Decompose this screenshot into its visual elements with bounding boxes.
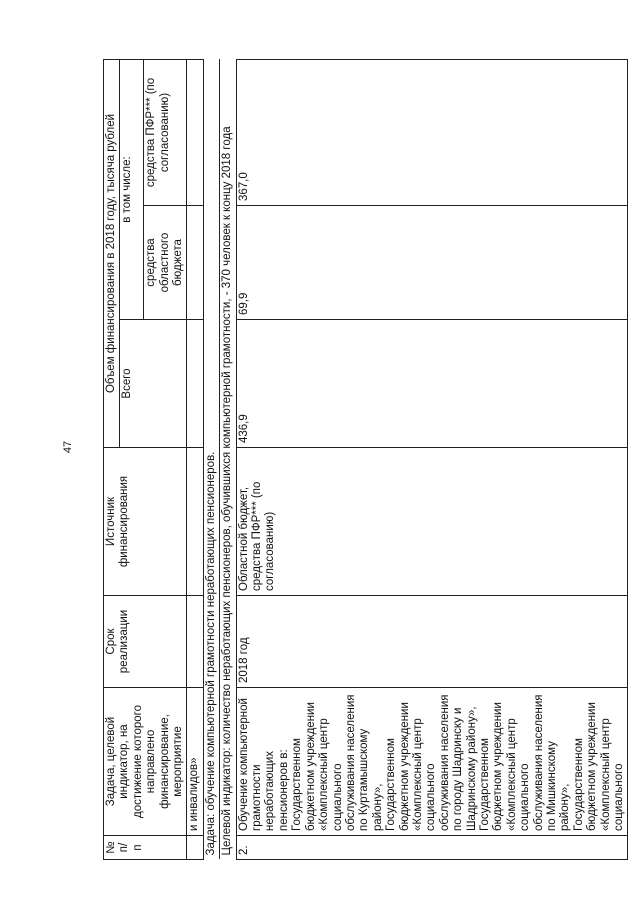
rotated-page <box>103 60 633 860</box>
item-pfr: 367,0 <box>236 59 628 205</box>
header-row <box>104 59 120 859</box>
header-task: Задача, целевой индикатор, на достижение которого направлено финансирование, мероприятие <box>104 688 187 836</box>
indicator-text: Целевой индикатор: количество неработающих пенсионеров, обучившихся компьютерной грамотности, - 370 человек к концу 2018 года <box>220 59 236 859</box>
carry-text: и инвалидов» <box>187 688 203 836</box>
item-activity: Обучение компьютерной грамотности неработающих пенсионеров в: Государственном бюджетном учреждении «Комплексный центр социального обслуживания населения по Куртамышскому району», Государственном бюджетном учреждении «Комплексный центр социального обслуживания населения по городу Шадринску и Шадринскому району», Государственном бюджетном учреждении «Комплексный центр социального обслуживания населения по Мишкинскому району», Государственном бюджетном учреждении «Комплексный центр социального <box>236 688 628 836</box>
task-text: Задача: обучение компьютерной грамотности неработающих пенсионеров. <box>203 59 219 859</box>
table-row <box>236 59 628 859</box>
item-total: 436,9 <box>236 320 628 448</box>
header-regional: средства областного бюджета <box>144 206 187 320</box>
financing-table <box>103 59 628 860</box>
item-source: Областной бюджет, средства ПФР*** (по согласованию) <box>236 448 628 596</box>
item-regional: 69,9 <box>236 206 628 320</box>
page-number: 47 <box>62 440 75 454</box>
carry-num <box>187 836 203 860</box>
indicator-row <box>220 59 236 859</box>
item-num: 2. <box>236 836 628 860</box>
header-num: № п/п <box>104 836 187 860</box>
item-period: 2018 год <box>236 596 628 688</box>
header-including: в том числе: <box>120 59 144 319</box>
header-total: Всего <box>120 320 187 448</box>
header-pfr: средства ПФР*** (по согласованию) <box>144 59 187 205</box>
carry-row <box>187 59 203 859</box>
header-source: Источник финансирования <box>104 448 187 596</box>
task-row <box>203 59 219 859</box>
header-volume: Объем финансирования в 2018 году, тысяча рублей <box>104 59 120 447</box>
header-period: Срок реализации <box>104 596 187 688</box>
